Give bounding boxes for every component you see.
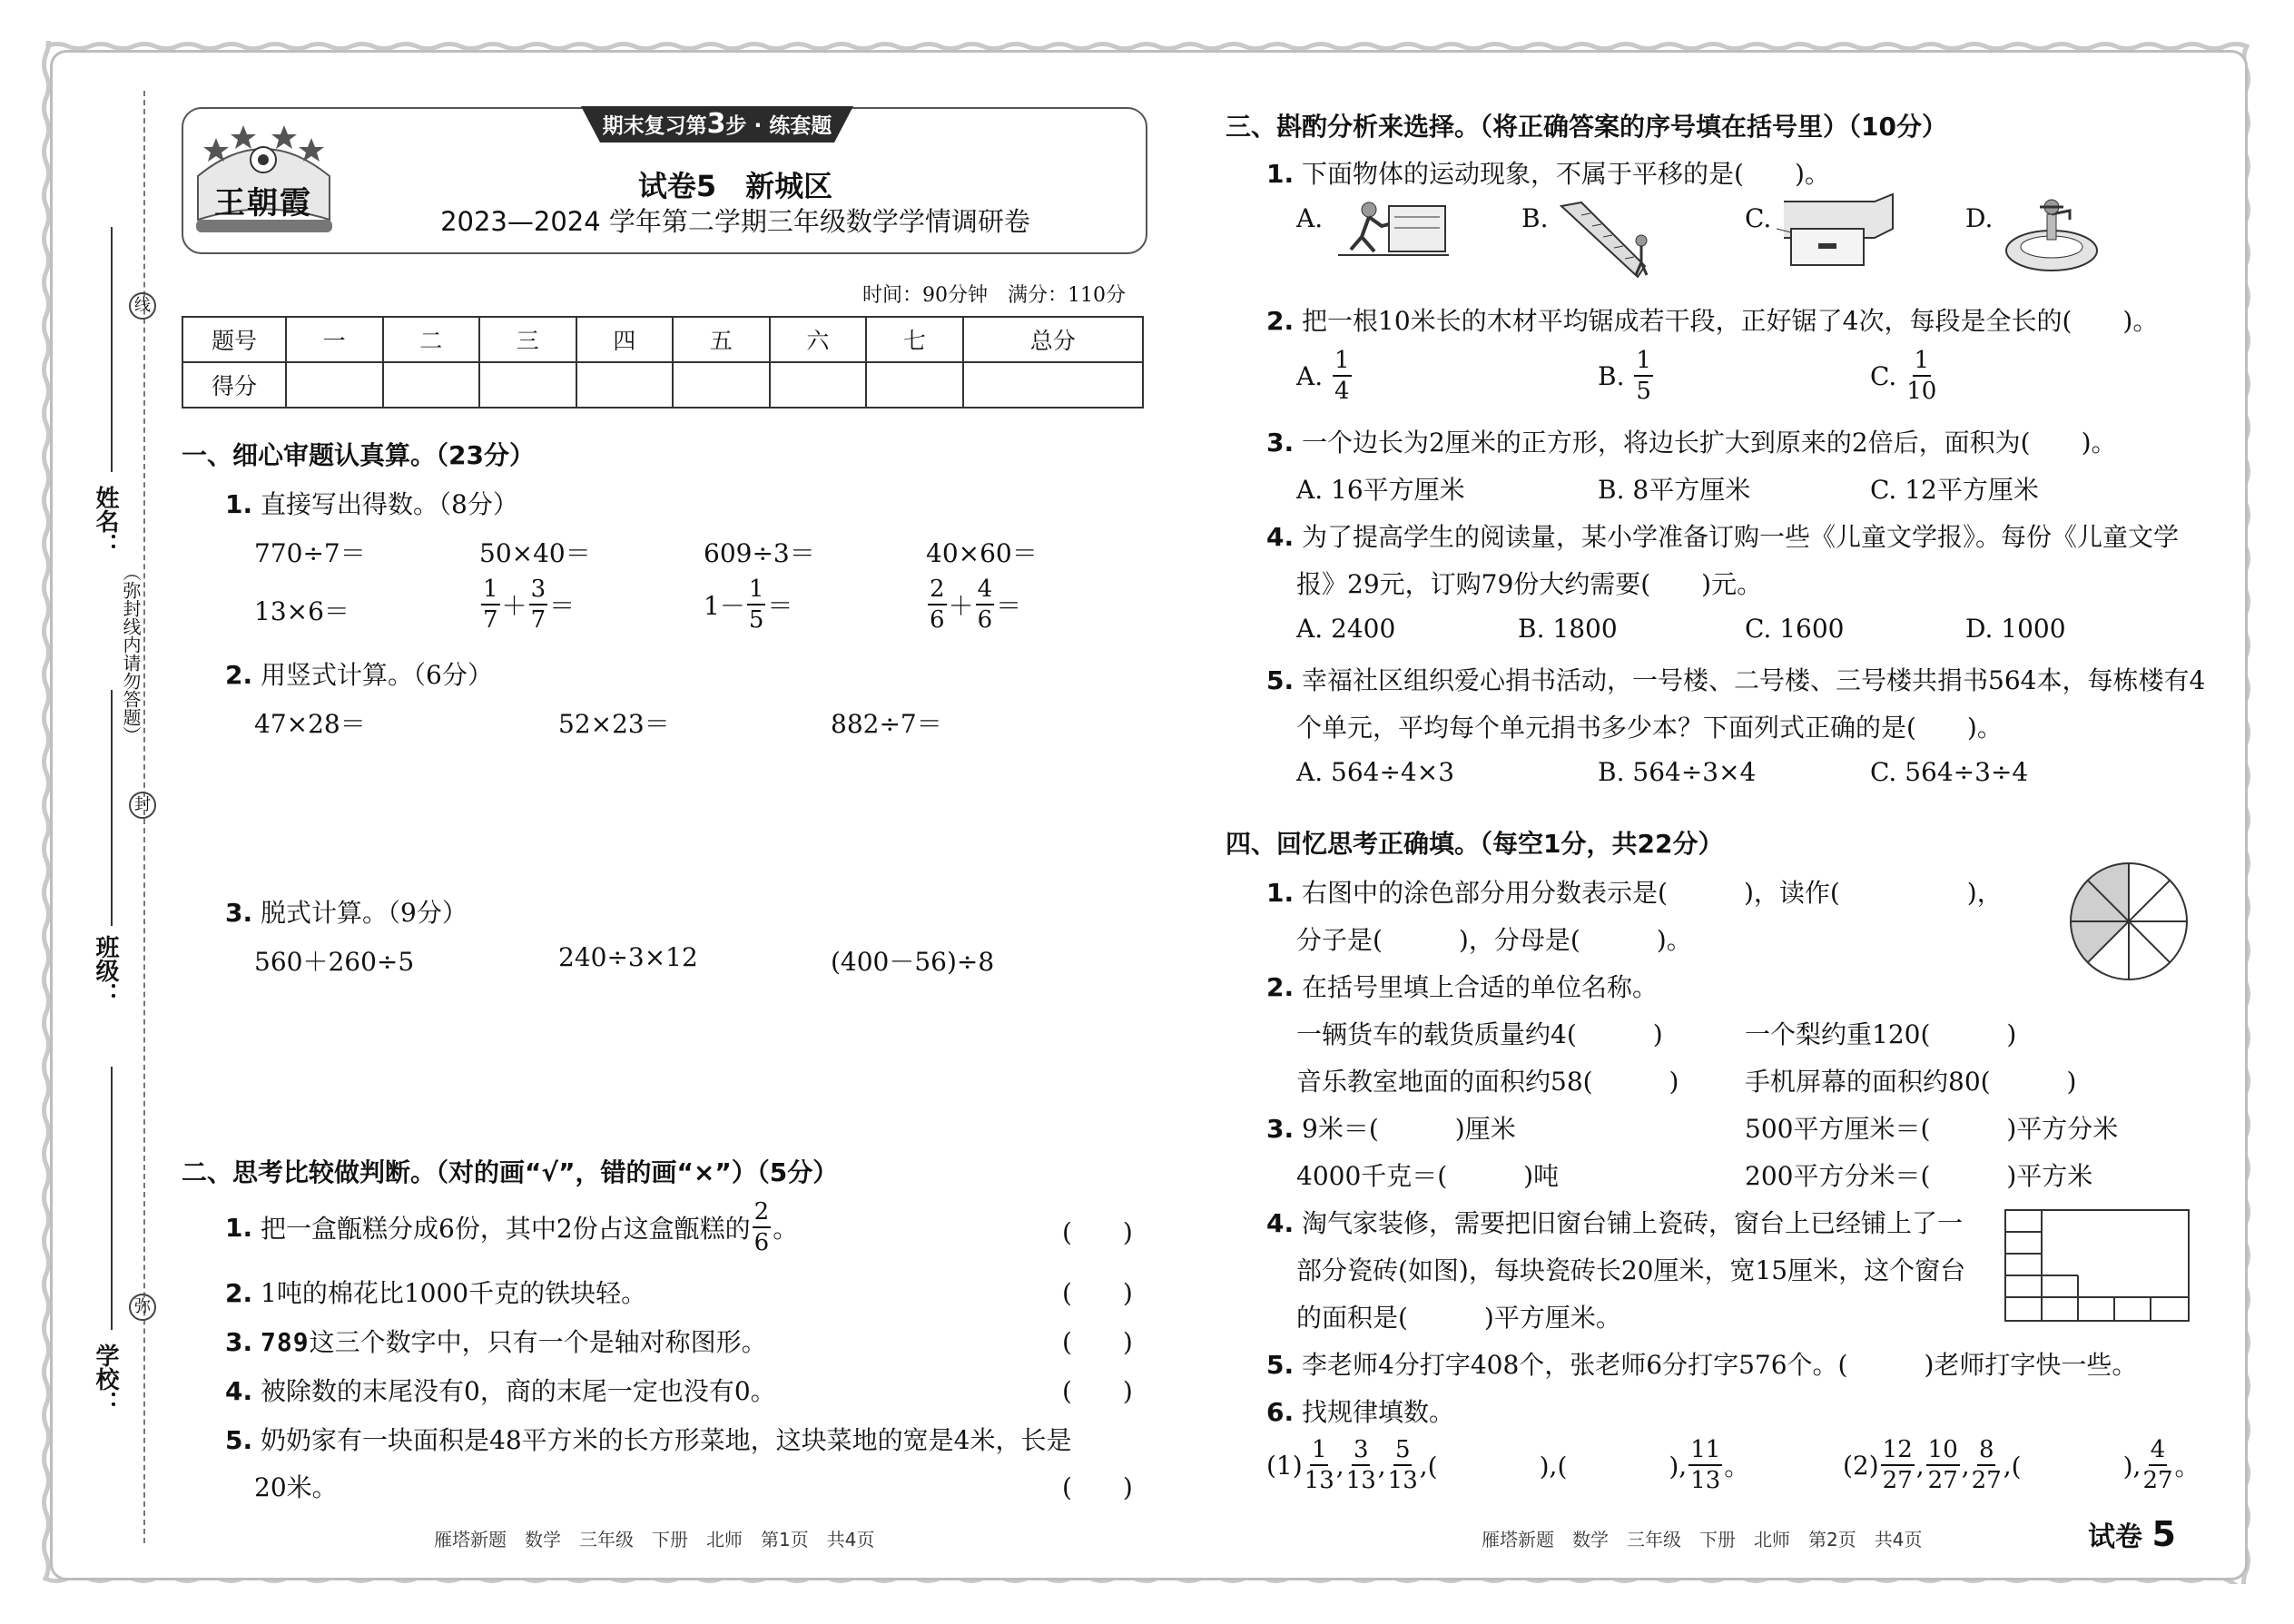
s2-q4: 4. 被除数的末尾没有0，商的末尾一定也没有0。 — [225, 1376, 776, 1406]
score-cell[interactable] — [383, 362, 480, 408]
score-header-cell: 六 — [770, 317, 867, 362]
s3-q5-opt-c[interactable]: C. 564÷3÷4 — [1870, 757, 2029, 787]
paper-tag: 试卷 5 — [2088, 1514, 2176, 1554]
s4-q3-item[interactable]: 4000千克＝( )吨 — [1296, 1161, 1560, 1191]
logo-text: 王朝霞 — [214, 185, 312, 221]
class-label: 班级： — [92, 935, 119, 1006]
binding-mark-line: 线 — [129, 292, 156, 320]
s1-q1-item: 50×40＝ — [479, 538, 591, 568]
banner-text: 期末复习第3步 · 练套题 — [602, 108, 832, 140]
s3-q5-opt-b[interactable]: B. 564÷3×4 — [1598, 757, 1757, 787]
score-cell[interactable] — [770, 362, 867, 408]
s4-q3-item[interactable]: 500平方厘米＝( )平方分米 — [1745, 1114, 2119, 1144]
s4-q2-item[interactable]: 手机屏幕的面积约80( ) — [1745, 1067, 2077, 1097]
s3-q5-opt-a[interactable]: A. 564÷4×3 — [1296, 757, 1455, 787]
s3-q1-opt-a[interactable]: A. — [1296, 203, 1324, 233]
s4-q4-cont: 部分瓷砖(如图)，每块瓷砖长20厘米，宽15厘米，这个窗台 — [1296, 1255, 1966, 1285]
paper-subtitle: 2023—2024 学年第二学期三年级数学学情调研卷 — [440, 206, 1030, 237]
binding-mark-seal: 封 — [129, 792, 156, 819]
window-sill-tile-figure — [2004, 1209, 2190, 1322]
s4-q4: 4. 淘气家装修，需要把旧窗台铺上瓷砖，窗台上已经铺上了一 — [1266, 1208, 1964, 1238]
s3-q2-opt-a[interactable]: A. $\frac{1}{4}$ — [1296, 347, 1350, 405]
s1-q3-item: 240÷3×12 — [558, 942, 698, 972]
s4-q6-part1: (1) $\frac{1}{13}$ , $\frac{3}{13}$ , $\frac{5}{13}$ , ( ) , ( ) , $\frac{11}{13}$ 。 — [1266, 1436, 1750, 1494]
score-row-label: 得分 — [182, 362, 286, 408]
score-cell[interactable] — [963, 362, 1143, 408]
s3-q4-cont: 报》29元，订购79份大约需要( )元。 — [1296, 569, 1763, 599]
s1-q3: 3. 脱式计算。（9分） — [225, 898, 468, 928]
s4-q1-cont: 分子是( )，分母是( )。 — [1296, 925, 1692, 955]
score-header-cell: 题号 — [182, 317, 286, 362]
s1-q1-item: 13×6＝ — [254, 596, 350, 626]
washbasin-faucet-icon — [2002, 191, 2102, 277]
section2-title: 二、思考比较做判断。（对的画“√”，错的画“×”）（5分） — [182, 1157, 839, 1187]
s3-q4-opt-d[interactable]: D. 1000 — [1965, 614, 2066, 644]
publisher-logo — [189, 113, 339, 245]
shaded-circle-figure — [2068, 861, 2190, 982]
s4-q6-blank[interactable]: ( ) — [1557, 1452, 1679, 1481]
s2-q5: 5. 奶奶家有一块面积是48平方米的长方形菜地，这块菜地的宽是4米，长是 — [225, 1425, 1072, 1455]
s3-q5: 5. 幸福社区组织爱心捐书活动，一号楼、二号楼、三号楼共捐书564本，每栋楼有4 — [1266, 665, 2206, 695]
score-cell[interactable] — [286, 362, 383, 408]
s1-q2-work-area[interactable] — [254, 740, 1126, 876]
s1-q1-item: 40×60＝ — [926, 538, 1038, 568]
score-header-cell: 七 — [866, 317, 963, 362]
s1-q2-item: 47×28＝ — [254, 709, 366, 739]
s4-q5: 5. 李老师4分打字408个，张老师6分打字576个。( )老师打字快一些。 — [1266, 1350, 2138, 1380]
s4-q6-part2: (2) $\frac{12}{27}$ , $\frac{10}{27}$ , $\frac{8}{27}$ , ( ) , $\frac{4}{27}$ 。 — [1843, 1436, 2200, 1494]
section4-title: 四、回忆思考正确填。（每空1分，共22分） — [1226, 829, 1724, 859]
s3-q1-opt-b[interactable]: B. — [1521, 203, 1549, 233]
paper-title: 试卷5 新城区 — [637, 169, 833, 203]
s4-q2-item[interactable]: 一个梨约重120( ) — [1745, 1019, 2017, 1049]
s3-q1-opt-c[interactable]: C. — [1745, 203, 1772, 233]
section3-title: 三、斟酌分析来选择。（将正确答案的序号填在括号里）（10分） — [1226, 112, 1947, 142]
section1-title: 一、细心审题认真算。（23分） — [182, 440, 535, 470]
s2-q5-cont: 20米。 — [254, 1472, 338, 1502]
s3-q3-opt-c[interactable]: C. 12平方厘米 — [1870, 475, 2039, 505]
s1-q3-item: 560＋260÷5 — [254, 947, 415, 977]
score-table-score-row — [182, 362, 1143, 408]
s3-q3: 3. 一个边长为2厘米的正方形，将边长扩大到原来的2倍后，面积为( )。 — [1266, 428, 2117, 458]
s3-q3-opt-a[interactable]: A. 16平方厘米 — [1296, 475, 1465, 505]
s1-q1: 1. 直接写出得数。（8分） — [225, 489, 518, 519]
s1-q3-item: (400－56)÷8 — [831, 947, 995, 977]
pushing-box-icon — [1334, 195, 1452, 259]
s4-q2: 2. 在括号里填上合适的单位名称。 — [1266, 972, 1659, 1002]
s3-q4-opt-a[interactable]: A. 2400 — [1296, 614, 1396, 644]
score-cell[interactable] — [673, 362, 770, 408]
s3-q3-opt-b[interactable]: B. 8平方厘米 — [1598, 475, 1751, 505]
score-header-cell: 二 — [383, 317, 480, 362]
score-cell[interactable] — [479, 362, 576, 408]
name-field-line[interactable] — [111, 227, 113, 472]
s3-q5-cont: 个单元，平均每个单元捐书多少本？下面列式正确的是( )。 — [1296, 713, 2003, 743]
school-field-line[interactable] — [111, 1067, 113, 1330]
score-table-header-row — [182, 317, 1143, 362]
s4-q1: 1. 右图中的涂色部分用分数表示是( )，读作( )， — [1266, 878, 2003, 908]
binding-mark-mi: 弥 — [129, 1294, 156, 1321]
score-cell[interactable] — [576, 362, 674, 408]
score-header-cell: 一 — [286, 317, 383, 362]
s2-q3: 3. 789这三个数字中，只有一个是轴对称图形。 — [225, 1327, 767, 1357]
s1-q3-work-area[interactable] — [254, 980, 1126, 1144]
s3-q4-opt-c[interactable]: C. 1600 — [1745, 614, 1845, 644]
s1-q1-item-frac-sum2: $\frac{2}{6}$ ＋ $\frac{4}{6}$ ＝ — [930, 576, 1022, 634]
s3-q2-opt-c[interactable]: C. $\frac{1}{10}$ — [1870, 347, 1937, 405]
class-field-line[interactable] — [111, 690, 113, 926]
score-header-cell: 四 — [576, 317, 674, 362]
score-header-cell: 总分 — [963, 317, 1143, 362]
s3-q1-opt-d[interactable]: D. — [1965, 203, 1994, 233]
school-label: 学校： — [92, 1343, 119, 1414]
s4-q2-item[interactable]: 一辆货车的载货质量约4( ) — [1296, 1019, 1663, 1049]
binding-note: （弥封线内请勿答题） — [120, 563, 142, 744]
s4-q6-blank[interactable]: ( ) — [2011, 1452, 2133, 1481]
s4-q3: 3. 9米＝( )厘米 — [1266, 1114, 1516, 1144]
s4-q3-item[interactable]: 200平方分米＝( )平方米 — [1745, 1161, 2093, 1191]
footer-right: 雁塔新题 数学 三年级 下册 北师 第2页 共4页 — [1482, 1529, 1923, 1550]
s4-q4-cont2: 的面积是( )平方厘米。 — [1296, 1303, 1621, 1333]
s1-q2-item: 882÷7＝ — [831, 709, 942, 739]
score-header-cell: 三 — [479, 317, 576, 362]
s2-q5-answer-bracket[interactable]: ( ) — [1062, 1472, 1133, 1502]
name-label: 姓名： — [92, 486, 119, 556]
s2-q1: 1. 把一盒甑糕分成6份，其中2份占这盒甑糕的 $\frac{2}{6}$ 。 — [225, 1198, 799, 1256]
s3-q2-opt-b[interactable]: B. $\frac{1}{5}$ — [1598, 347, 1651, 405]
s3-q1: 1. 下面物体的运动现象，不属于平移的是( )。 — [1266, 159, 1830, 189]
s1-q1-item-frac-sum: $\frac{1}{7}$ ＋ $\frac{3}{7}$ ＝ — [483, 576, 576, 634]
s3-q4-opt-b[interactable]: B. 1800 — [1518, 614, 1618, 644]
s2-q2: 2. 1吨的棉花比1000千克的铁块轻。 — [225, 1278, 647, 1308]
s1-q2-item: 52×23＝ — [558, 709, 670, 739]
drawer-icon — [1775, 192, 1902, 274]
score-header-cell: 五 — [673, 317, 770, 362]
s3-q2: 2. 把一根10米长的木材平均锯成若干段，正好锯了4次，每段是全长的( )。 — [1266, 306, 2159, 336]
escalator-icon — [1554, 195, 1663, 281]
digital-digits: 789 — [261, 1327, 310, 1357]
s1-q2: 2. 用竖式计算。（6分） — [225, 660, 493, 690]
s4-q2-item[interactable]: 音乐教室地面的面积约58( ) — [1296, 1067, 1679, 1097]
s2-q2-answer-bracket[interactable]: ( ) — [1062, 1278, 1133, 1308]
s2-q1-answer-bracket[interactable]: ( ) — [1062, 1217, 1133, 1247]
footer-left: 雁塔新题 数学 三年级 下册 北师 第1页 共4页 — [434, 1529, 875, 1550]
score-cell[interactable] — [866, 362, 963, 408]
s1-q1-item: 609÷3＝ — [704, 538, 815, 568]
s1-q1-item-frac-diff: 1－ $\frac{1}{5}$ ＝ — [704, 576, 793, 634]
s2-q3-answer-bracket[interactable]: ( ) — [1062, 1327, 1133, 1357]
score-table — [182, 316, 1144, 408]
s3-q4: 4. 为了提高学生的阅读量，某小学准备订购一些《儿童文学报》。每份《儿童文学 — [1266, 522, 2180, 552]
time-info: 时间：90分钟 满分：110分 — [862, 284, 1126, 307]
s1-q1-item: 770÷7＝ — [254, 538, 366, 568]
s2-q4-answer-bracket[interactable]: ( ) — [1062, 1376, 1133, 1406]
s4-q6-blank[interactable]: ( ) — [1427, 1452, 1550, 1481]
s4-q6: 6. 找规律填数。 — [1266, 1397, 1455, 1427]
